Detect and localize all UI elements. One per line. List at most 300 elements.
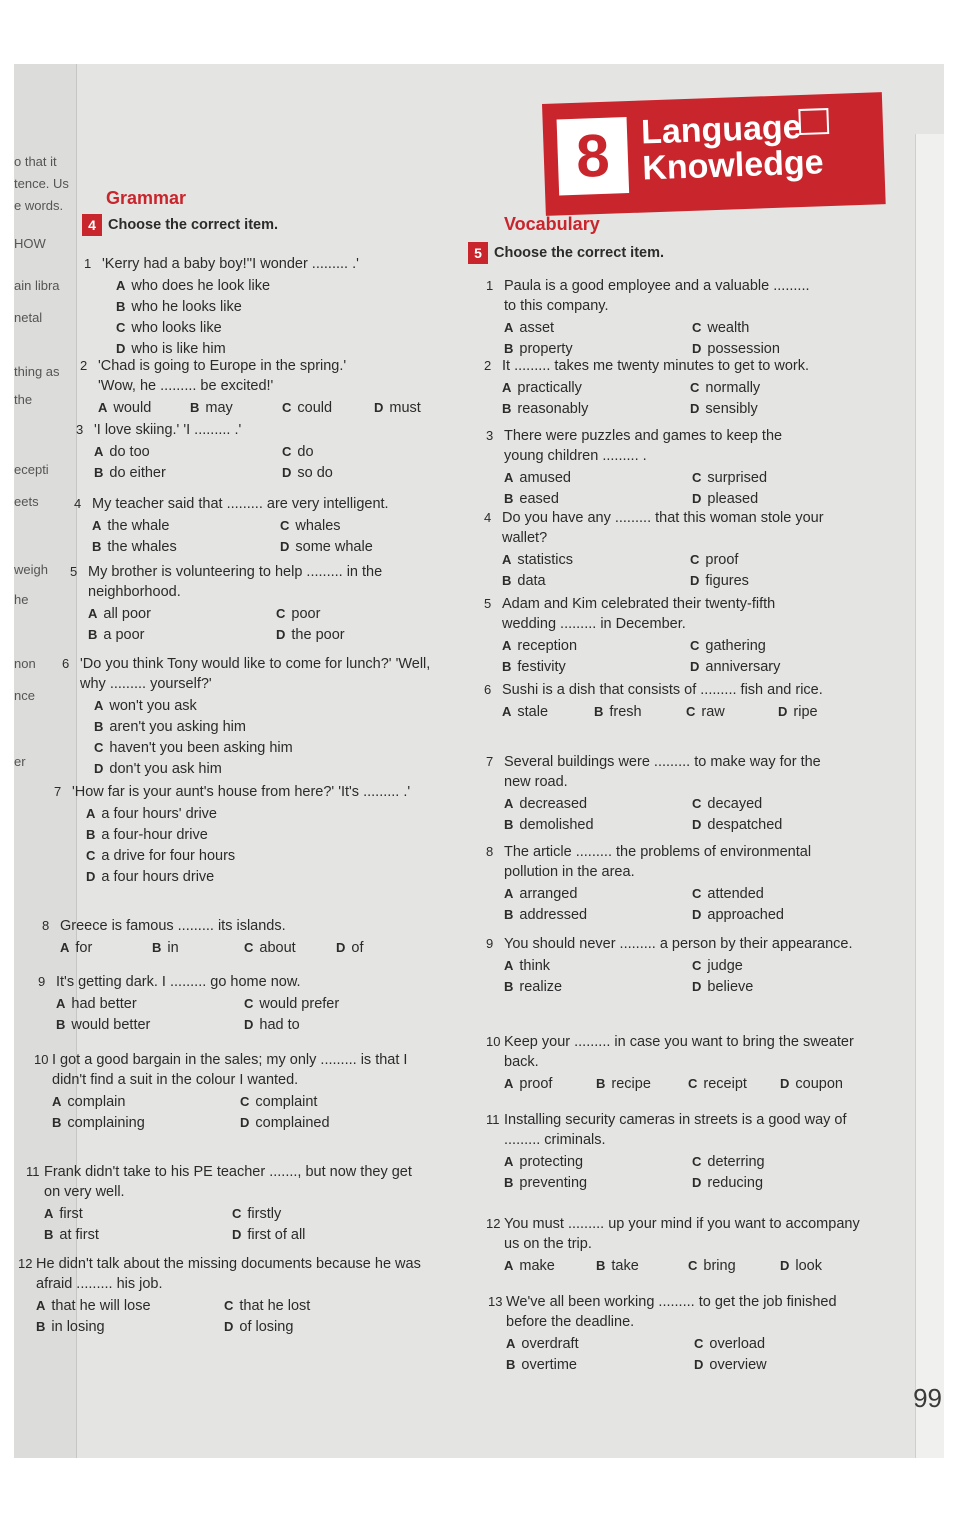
chapter-banner [542, 92, 886, 216]
option-letter: D [232, 1227, 242, 1242]
answer-option-a[interactable] [506, 1334, 579, 1354]
option-letter: C [244, 940, 254, 955]
option-text: data [517, 573, 546, 589]
option-text: would better [71, 1017, 151, 1033]
answer-option-c[interactable] [690, 550, 738, 570]
answer-option-c[interactable] [694, 1334, 765, 1354]
option-text: surprised [707, 470, 768, 486]
option-letter: A [56, 996, 66, 1011]
answer-options [502, 636, 832, 680]
option-text: won't you ask [109, 698, 197, 714]
option-letter: B [594, 704, 604, 719]
answer-option-c[interactable] [690, 636, 766, 656]
vocabulary-question-7 [486, 752, 844, 838]
option-letter: B [92, 539, 102, 554]
chapter-number: 8 [557, 117, 630, 195]
answer-options [504, 794, 844, 838]
answer-option-b[interactable] [504, 977, 562, 997]
option-text: a poor [103, 627, 145, 643]
answer-option-a[interactable] [502, 636, 577, 656]
answer-option-b[interactable] [504, 905, 587, 925]
answer-option-c[interactable] [244, 938, 296, 958]
margin-fragment: weigh [14, 562, 48, 577]
option-text: preventing [519, 1175, 588, 1191]
vocabulary-question-2 [484, 356, 822, 422]
answer-option-d[interactable] [780, 1256, 822, 1276]
option-letter: A [504, 1076, 514, 1091]
instruction-text: Choose the correct item. [108, 216, 279, 233]
answer-option-a[interactable] [502, 550, 573, 570]
answer-option-a[interactable] [504, 318, 554, 338]
answer-option-b[interactable] [504, 815, 594, 835]
option-letter: C [86, 848, 96, 863]
answer-option-a[interactable] [52, 1092, 125, 1112]
answer-option-c[interactable] [692, 794, 762, 814]
answer-option-a[interactable] [98, 398, 151, 418]
option-letter: C [282, 400, 292, 415]
answer-option-c[interactable] [688, 1074, 747, 1094]
option-text: addressed [519, 907, 588, 923]
answer-options [506, 1334, 876, 1378]
option-text: approached [707, 907, 784, 923]
question-stem: Do you have any ......... that this woman stole your wallet? [502, 510, 824, 546]
vocabulary-question-11 [486, 1110, 874, 1196]
question-number: 5 [484, 596, 492, 611]
option-text: decayed [707, 796, 763, 812]
option-letter: A [504, 470, 514, 485]
answer-option-c[interactable] [276, 604, 320, 624]
option-text: realize [519, 979, 563, 995]
option-text: make [519, 1258, 555, 1274]
question-stem: Frank didn't take to his PE teacher ......., but now they get on very well. [44, 1164, 412, 1200]
option-text: overload [709, 1336, 766, 1352]
grammar-question-7 [54, 782, 412, 892]
question-number: 6 [484, 682, 492, 697]
answer-option-a[interactable] [94, 696, 197, 716]
option-text: haven't you been asking him [109, 740, 293, 756]
answer-option-d[interactable] [232, 1225, 305, 1245]
question-number: 1 [486, 278, 494, 293]
option-text: had better [71, 996, 137, 1012]
option-letter: A [86, 806, 96, 821]
answer-option-a[interactable] [504, 884, 577, 904]
option-text: sensibly [705, 401, 758, 417]
option-text: that he will lose [51, 1298, 151, 1314]
answer-option-d[interactable] [692, 489, 758, 509]
answer-option-b[interactable] [88, 625, 145, 645]
option-letter: A [44, 1206, 54, 1221]
option-letter: A [502, 638, 512, 653]
answer-option-b[interactable] [86, 825, 208, 845]
option-text: whales [295, 518, 341, 534]
answer-option-c[interactable] [692, 884, 764, 904]
option-letter: A [504, 886, 514, 901]
answer-option-d[interactable] [692, 977, 753, 997]
question-stem: Keep your ......... in case you want to bring the sweater back. [504, 1034, 854, 1070]
answer-option-b[interactable] [92, 537, 177, 557]
option-letter: B [190, 400, 200, 415]
answer-option-d[interactable] [224, 1317, 293, 1337]
option-text: wealth [707, 320, 750, 336]
option-text: a drive for four hours [101, 848, 236, 864]
answer-option-c[interactable] [232, 1204, 281, 1224]
option-text: overdraft [521, 1336, 579, 1352]
answer-option-d[interactable] [694, 1355, 767, 1375]
answer-option-b[interactable] [44, 1225, 99, 1245]
margin-fragment: er [14, 754, 26, 769]
question-number: 7 [54, 784, 62, 799]
option-letter: B [596, 1076, 606, 1091]
answer-option-c[interactable] [690, 378, 760, 398]
answer-option-d[interactable] [692, 815, 782, 835]
option-text: look [795, 1258, 822, 1274]
option-text: recipe [611, 1076, 651, 1092]
question-number: 12 [486, 1216, 501, 1231]
option-letter: B [152, 940, 162, 955]
answer-option-d[interactable] [690, 399, 758, 419]
option-letter: C [276, 606, 286, 621]
option-text: a four hours drive [101, 869, 215, 885]
answer-option-b[interactable] [116, 297, 242, 317]
answer-option-b[interactable] [594, 702, 642, 722]
option-text: possession [707, 341, 780, 357]
option-letter: D [692, 341, 702, 356]
option-text: practically [517, 380, 582, 396]
option-letter: B [504, 341, 514, 356]
answer-option-d[interactable] [244, 1015, 300, 1035]
answer-option-c[interactable] [280, 516, 341, 536]
answer-option-b[interactable] [506, 1355, 577, 1375]
question-stem: My brother is volunteering to help ......... in the neighborhood. [88, 564, 383, 600]
option-text: bring [703, 1258, 736, 1274]
option-text: all poor [103, 606, 151, 622]
option-text: complaint [255, 1094, 318, 1110]
answer-option-a[interactable] [504, 794, 587, 814]
option-text: a four-hour drive [101, 827, 208, 843]
answer-option-b[interactable] [52, 1113, 145, 1133]
vocabulary-question-9 [486, 934, 854, 1000]
answer-options [56, 994, 376, 1038]
option-letter: D [694, 1357, 704, 1372]
book-photo [14, 64, 944, 1458]
option-letter: D [94, 761, 104, 776]
question-stem: He didn't talk about the missing documents because he was afraid ......... his job. [36, 1256, 421, 1292]
answer-option-b[interactable] [190, 398, 233, 418]
option-letter: A [502, 704, 512, 719]
option-letter: B [116, 299, 126, 314]
answer-option-d[interactable] [692, 1173, 763, 1193]
answer-option-c[interactable] [116, 318, 222, 338]
grammar-question-9 [38, 972, 376, 1038]
option-letter: D [116, 341, 126, 356]
option-text: do [297, 444, 314, 460]
answer-option-a[interactable] [86, 804, 217, 824]
question-stem: You must ......... up your mind if you want to accompany us on the trip. [504, 1216, 860, 1252]
answer-option-b[interactable] [504, 489, 559, 509]
answer-options [36, 1296, 446, 1340]
answer-option-d[interactable] [780, 1074, 843, 1094]
margin-fragment: ain libra [14, 278, 60, 293]
answer-option-c[interactable] [282, 398, 332, 418]
answer-option-a[interactable] [56, 994, 137, 1014]
option-letter: D [690, 401, 700, 416]
option-text: first [59, 1206, 83, 1222]
answer-option-c[interactable] [692, 956, 743, 976]
question-number: 8 [486, 844, 494, 859]
square-icon [798, 108, 829, 135]
option-letter: C [690, 638, 700, 653]
option-letter: B [36, 1319, 46, 1334]
answer-option-b[interactable] [596, 1074, 651, 1094]
option-letter: D [244, 1017, 254, 1032]
answer-options [102, 276, 402, 364]
grammar-question-8 [42, 916, 380, 960]
option-text: do too [109, 444, 150, 460]
answer-option-c[interactable] [692, 1152, 765, 1172]
answer-options [94, 442, 394, 486]
option-text: judge [707, 958, 743, 974]
answer-options [502, 550, 832, 594]
vocabulary-question-5 [484, 594, 832, 680]
option-letter: D [690, 659, 700, 674]
option-text: must [389, 400, 421, 416]
answer-option-c[interactable] [244, 994, 339, 1014]
question-stem: Paula is a good employee and a valuable ......... to this company. [504, 278, 810, 314]
option-letter: A [52, 1094, 62, 1109]
question-stem: We've all been working ......... to get the job finished before the deadline. [506, 1294, 837, 1330]
question-number: 7 [486, 754, 494, 769]
answer-options [60, 938, 380, 960]
option-text: in [167, 940, 179, 956]
option-letter: C [282, 444, 292, 459]
answer-option-c[interactable] [692, 318, 749, 338]
answer-option-b[interactable] [94, 463, 166, 483]
question-stem: 'I love skiing.' 'I ......... .' [94, 422, 242, 438]
option-text: ripe [793, 704, 818, 720]
question-number: 10 [486, 1034, 501, 1049]
answer-option-c[interactable] [692, 468, 767, 488]
answer-option-d[interactable] [336, 938, 363, 958]
option-text: despatched [707, 817, 783, 833]
answer-option-c[interactable] [94, 738, 293, 758]
option-text: believe [707, 979, 754, 995]
option-letter: B [56, 1017, 66, 1032]
option-text: complained [255, 1115, 330, 1131]
answer-option-d[interactable] [276, 625, 345, 645]
answer-option-c[interactable] [240, 1092, 317, 1112]
margin-fragment: nce [14, 688, 35, 703]
option-text: may [205, 400, 233, 416]
answer-options [504, 884, 854, 928]
grammar-question-11 [26, 1162, 424, 1248]
answer-option-a[interactable] [94, 442, 150, 462]
option-text: don't you ask him [109, 761, 222, 777]
option-letter: A [502, 552, 512, 567]
option-letter: D [280, 539, 290, 554]
option-letter: A [36, 1298, 46, 1313]
option-letter: B [44, 1227, 54, 1242]
answer-option-b[interactable] [504, 1173, 587, 1193]
margin-fragment: netal [14, 310, 43, 325]
page-edge [915, 134, 944, 1458]
answer-option-b[interactable] [596, 1256, 639, 1276]
option-text: amused [519, 470, 571, 486]
option-letter: A [94, 698, 104, 713]
answer-option-d[interactable] [86, 867, 214, 887]
question-stem: You should never ......... a person by their appearance. [504, 936, 853, 952]
vocabulary-question-13 [488, 1292, 876, 1378]
answer-option-b[interactable] [56, 1015, 150, 1035]
option-text: do either [109, 465, 166, 481]
option-text: fresh [609, 704, 642, 720]
option-letter: A [88, 606, 98, 621]
answer-option-b[interactable] [36, 1317, 105, 1337]
vocabulary-instruction [468, 242, 664, 264]
answer-option-a[interactable] [44, 1204, 83, 1224]
answer-option-b[interactable] [152, 938, 179, 958]
answer-option-a[interactable] [504, 1256, 555, 1276]
answer-options [72, 804, 412, 892]
answer-options [504, 1256, 874, 1278]
option-letter: C [692, 796, 702, 811]
option-letter: A [502, 380, 512, 395]
option-text: who is like him [131, 341, 226, 357]
question-stem: Adam and Kim celebrated their twenty-fifth wedding ......... in December. [502, 596, 776, 632]
option-text: reasonably [517, 401, 589, 417]
option-text: stale [517, 704, 549, 720]
answer-option-d[interactable] [690, 657, 780, 677]
option-text: the whale [107, 518, 170, 534]
option-letter: C [692, 470, 702, 485]
answer-option-a[interactable] [504, 1152, 583, 1172]
option-text: that he lost [239, 1298, 311, 1314]
answer-option-d[interactable] [280, 537, 373, 557]
option-text: about [259, 940, 296, 956]
option-letter: C [690, 380, 700, 395]
question-number: 10 [34, 1052, 49, 1067]
option-letter: D [692, 907, 702, 922]
vocabulary-question-12 [486, 1214, 874, 1278]
grammar-question-10 [34, 1050, 432, 1136]
option-letter: B [504, 907, 514, 922]
option-letter: C [116, 320, 126, 335]
option-letter: C [240, 1094, 250, 1109]
option-text: receipt [703, 1076, 747, 1092]
question-stem: 'Chad is going to Europe in the spring.' 'Wow, he ......... be excited!' [98, 358, 347, 394]
option-letter: B [94, 719, 104, 734]
question-number: 13 [488, 1294, 503, 1309]
grammar-question-4 [74, 494, 452, 560]
answer-option-a[interactable] [504, 468, 571, 488]
option-letter: D [224, 1319, 234, 1334]
answer-option-c[interactable] [224, 1296, 310, 1316]
answer-option-a[interactable] [88, 604, 151, 624]
option-letter: A [504, 796, 514, 811]
vocabulary-title: Vocabulary [504, 214, 600, 234]
answer-option-a[interactable] [504, 956, 550, 976]
option-text: some whale [295, 539, 373, 555]
option-text: property [519, 341, 573, 357]
answer-option-a[interactable] [116, 276, 270, 296]
option-letter: A [506, 1336, 516, 1351]
option-letter: B [506, 1357, 516, 1372]
question-number: 1 [84, 256, 92, 271]
answer-option-b[interactable] [502, 571, 546, 591]
answer-option-a[interactable] [502, 702, 548, 722]
option-text: statistics [517, 552, 573, 568]
option-letter: C [94, 740, 104, 755]
option-letter: C [686, 704, 696, 719]
option-letter: A [92, 518, 102, 533]
option-text: at first [59, 1227, 99, 1243]
option-letter: A [504, 1154, 514, 1169]
answer-option-c[interactable] [86, 846, 235, 866]
grammar-question-5 [70, 562, 448, 648]
answer-option-d[interactable] [778, 702, 818, 722]
option-text: raw [701, 704, 725, 720]
option-letter: D [692, 817, 702, 832]
option-text: overtime [521, 1357, 577, 1373]
option-letter: C [692, 958, 702, 973]
question-stem: 'Do you think Tony would like to come for lunch?' 'Well, why ......... yourself?' [80, 656, 431, 692]
answer-option-a[interactable] [36, 1296, 151, 1316]
option-text: could [297, 400, 333, 416]
grammar-question-1 [84, 254, 402, 364]
answer-option-a[interactable] [502, 378, 582, 398]
answer-option-b[interactable] [502, 399, 588, 419]
option-text: anniversary [705, 659, 781, 675]
margin-fragment: thing as [14, 364, 60, 379]
answer-option-c[interactable] [282, 442, 314, 462]
option-text: deterring [707, 1154, 765, 1170]
answer-option-a[interactable] [60, 938, 92, 958]
answer-option-d[interactable] [374, 398, 421, 418]
question-number: 11 [486, 1112, 500, 1127]
vocabulary-question-3 [486, 426, 814, 512]
option-letter: C [694, 1336, 704, 1351]
vocabulary-question-1 [486, 276, 824, 362]
option-text: asset [519, 320, 555, 336]
answer-option-b[interactable] [94, 717, 246, 737]
answer-options [98, 398, 421, 420]
option-text: of losing [239, 1319, 294, 1335]
option-text: proof [705, 552, 739, 568]
option-letter: D [86, 869, 96, 884]
answer-option-d[interactable] [282, 463, 333, 483]
answer-option-b[interactable] [502, 657, 566, 677]
option-text: proof [519, 1076, 553, 1092]
option-letter: B [502, 401, 512, 416]
question-number: 11 [26, 1164, 40, 1179]
answer-option-d[interactable] [94, 759, 222, 779]
answer-options [504, 1152, 874, 1196]
option-letter: D [276, 627, 286, 642]
answer-option-c[interactable] [686, 702, 725, 722]
option-letter: A [504, 1258, 514, 1273]
answer-option-d[interactable] [690, 571, 749, 591]
answer-options [504, 1074, 864, 1096]
answer-option-c[interactable] [688, 1256, 736, 1276]
answer-option-d[interactable] [240, 1113, 330, 1133]
option-text: would prefer [259, 996, 340, 1012]
answer-option-a[interactable] [504, 1074, 552, 1094]
option-letter: A [116, 278, 126, 293]
answer-option-a[interactable] [92, 516, 169, 536]
answer-option-d[interactable] [692, 905, 784, 925]
option-text: had to [259, 1017, 300, 1033]
question-number: 4 [484, 510, 492, 525]
question-number: 5 [70, 564, 78, 579]
